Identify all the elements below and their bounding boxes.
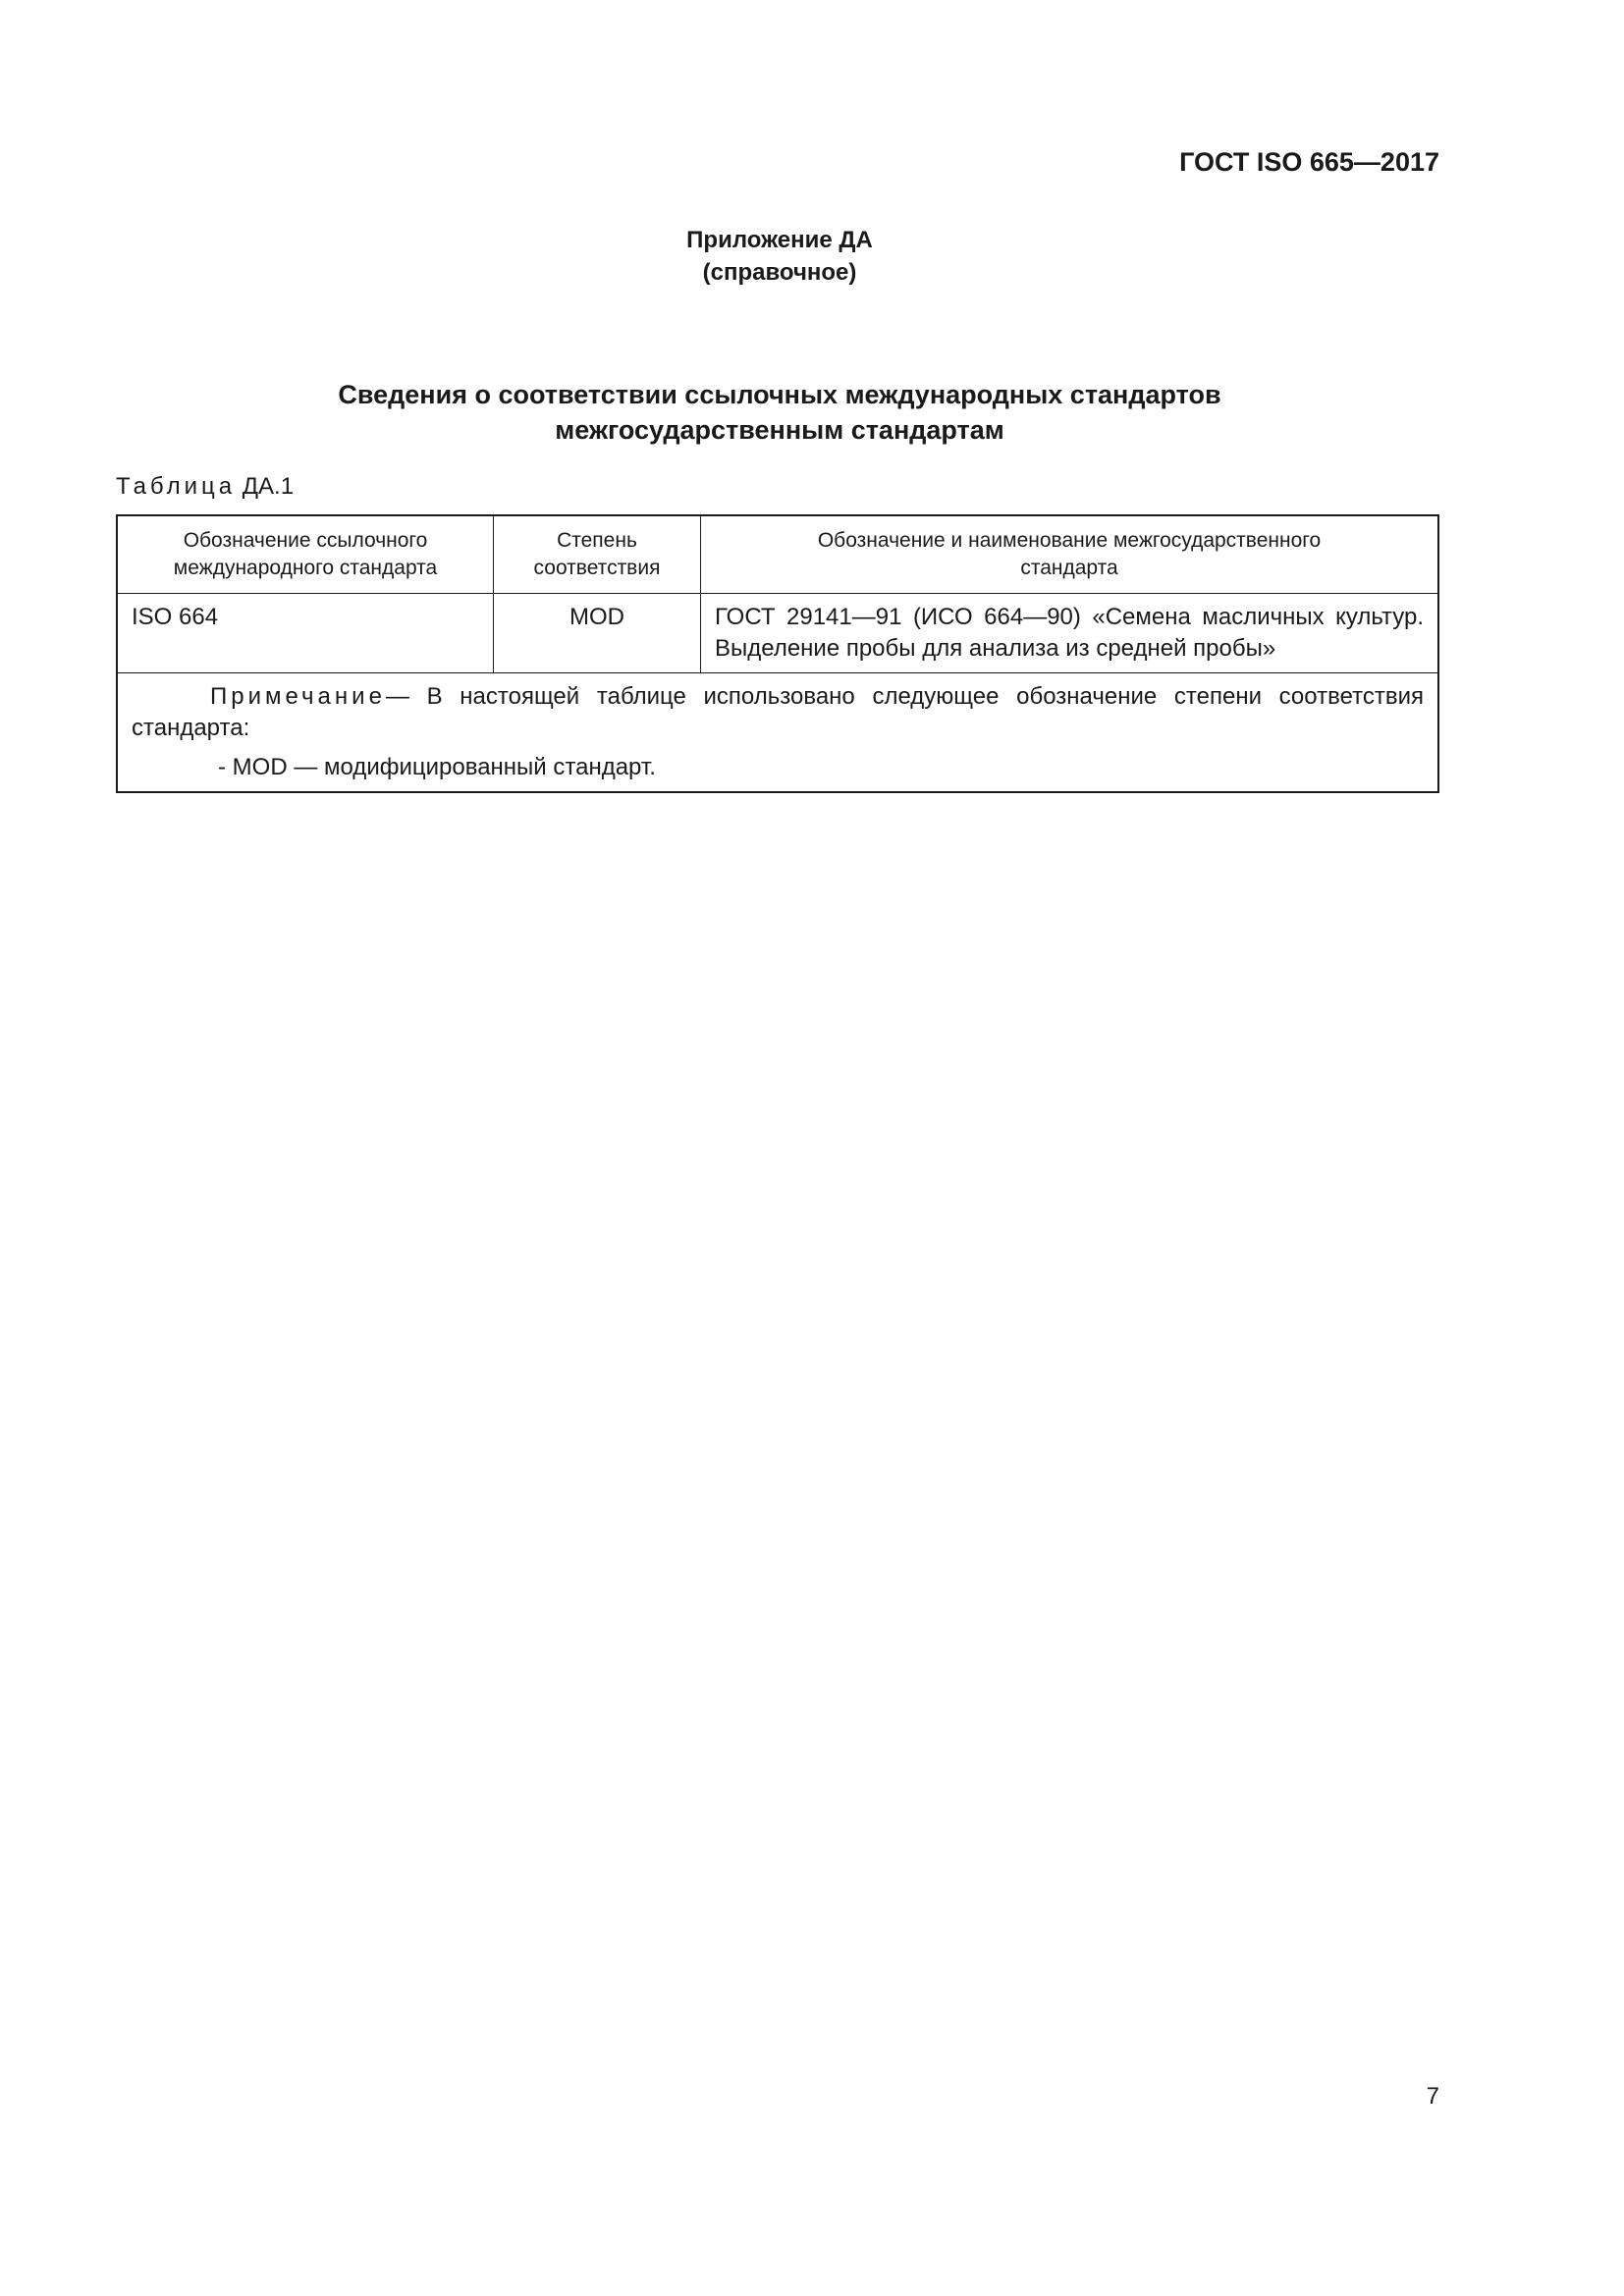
header-degree-line-1: Степень <box>557 529 637 552</box>
table-header-row <box>117 515 1438 594</box>
document-code: ГОСТ ISO 665—2017 <box>1179 147 1439 177</box>
note-text <box>132 681 1424 744</box>
section-title <box>0 377 1559 448</box>
header-reference-standard-line-2: международного стандарта <box>173 557 438 579</box>
header-interstate-standard-line-1: Обозначение и наименование межгосударственного <box>817 529 1322 552</box>
appendix-heading <box>0 224 1559 289</box>
cell-designation: ISO 664 <box>117 594 494 673</box>
header-reference-standard-line-1: Обозначение ссылочного <box>183 529 428 552</box>
section-title-line-1: Сведения о соответствии ссылочных международных стандартов <box>338 380 1221 409</box>
header-degree-line-2: соответствия <box>533 557 661 579</box>
header-interstate-standard <box>701 515 1439 594</box>
correspondence-table <box>116 514 1439 793</box>
header-degree <box>494 515 701 594</box>
header-interstate-standard-line-2: стандарта <box>1020 557 1118 579</box>
cell-interstate-standard: ГОСТ 29141—91 (ИСО 664—90) «Семена масличных культур. Выделение пробы для анализа из средней пробы» <box>701 594 1439 673</box>
note-body: — В настоящей таблице использовано следующее обозначение степени соответствия стандарта: <box>132 683 1424 741</box>
table-row <box>117 594 1438 673</box>
table-caption-number: ДА.1 <box>242 473 295 500</box>
note-list-item: - MOD — модифицированный стандарт. <box>218 754 656 780</box>
table-note <box>117 673 1438 793</box>
cell-degree: MOD <box>494 594 701 673</box>
header-reference-standard <box>117 515 494 594</box>
appendix-subtitle: (справочное) <box>702 259 857 286</box>
table-caption-word: Таблица <box>116 473 237 500</box>
appendix-title: Приложение ДА <box>686 227 873 253</box>
table-note-row <box>117 673 1438 793</box>
note-label: Примечание <box>210 683 386 710</box>
table-caption <box>116 473 294 501</box>
section-title-line-2: межгосударственным стандартам <box>555 415 1004 445</box>
page-number: 7 <box>1426 2083 1439 2109</box>
